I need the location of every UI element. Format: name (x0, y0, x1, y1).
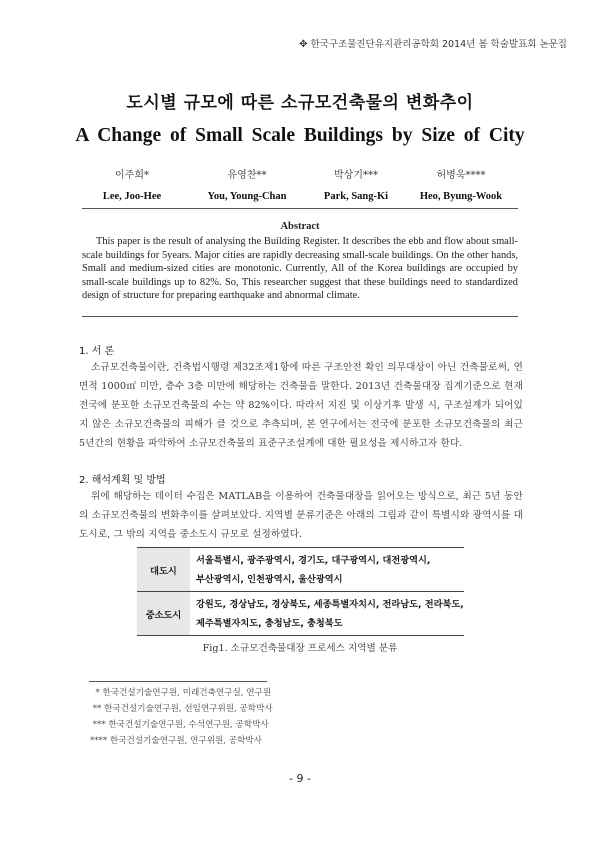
page-number: - 9 - (289, 772, 311, 785)
table-row-value (190, 548, 464, 592)
author-korean-name: 허병욱**** (436, 170, 486, 181)
author-english-name: Lee, Joo-Hee (102, 191, 162, 202)
running-header (299, 36, 567, 50)
footnote-rule (89, 681, 267, 682)
table-cell-line: 부산광역시, 인천광역시, 울산광역시 (196, 573, 343, 585)
paper-title-korean: 도시별 규모에 따른 소규모건축물의 변화추이 (126, 93, 474, 113)
table-cell-line: 서울특별시, 광주광역시, 경기도, 대구광역시, 대전광역시, (196, 554, 431, 566)
table-row-label: 중소도시 (137, 592, 190, 636)
section-1-body: 소규모건축물이란, 건축법시행령 제32조제1항에 따른 구조안전 확인 의무대상이 아닌 건축물로써, 연면적 1000㎡ 미만, 층수 3층 미만에 해당하는 건축물을 말한다. 2013년 건축물대장 집계기준으로 현재 전국에 분포한 소규모건축물의 수는 약 82%이다. 따라서 지진 및 이상기후 발생 시, 구조설계가 되어있지 않은 소규모건축물의 피해가 클 것으로 추측되며, 본 연구에서는 전국에 분포한 소규모건축물의 최근 5년간의 현황을 파악하여 소규모건축물의 표준구조설계에 대한 필요성을 제시하고자 한다. (79, 362, 523, 449)
author-korean-name: 유영찬** (227, 170, 267, 181)
region-classification-table (137, 547, 464, 636)
header-text: 한국구조물진단유지관리공학회 2014년 봄 학술발표회 논문집 (310, 39, 567, 50)
table-cell-line: 제주특별자치도, 충청남도, 충청북도 (196, 617, 343, 629)
author-english-name: Heo, Byung-Wook (419, 191, 503, 202)
footnote-3: *** 한국건설기술연구원, 수석연구원, 공학박사 (90, 720, 269, 730)
abstract-heading: Abstract (280, 221, 320, 232)
author-korean-name: 이주희* (115, 170, 149, 181)
abstract-top-rule (82, 208, 518, 209)
paper-title-english: A Change of Small Scale Buildings by Size of City (75, 125, 525, 146)
author-english-name: You, Young-Chan (207, 191, 287, 202)
section-2-body: 위에 해당하는 데이터 수집은 MATLAB을 이용하여 건축물대장을 읽어오는 방식으로, 최근 5년 동안의 소규모건축물의 변화추이를 살펴보았다. 지역별 분류기준은 아래의 그림과 같이 특별시와 광역시를 대도시로, 그 밖의 지역을 중소도시 규모로 설정하였다. (79, 491, 523, 540)
section-1-heading: 1. 서 론 (79, 346, 115, 357)
footnote-2: ** 한국건설기술연구원, 선임연구위원, 공학박사 (90, 704, 273, 714)
abstract-bottom-rule (82, 316, 518, 317)
table-cell-line: 강원도, 경상남도, 경상북도, 세종특별자치시, 전라남도, 전라북도, (196, 598, 464, 610)
header-mark-icon: ✥ (299, 39, 308, 50)
table-row-value (190, 592, 464, 636)
section-2-heading: 2. 해석계획 및 방법 (79, 475, 166, 486)
footnote-4: **** 한국건설기술연구원, 연구위원, 공학박사 (90, 736, 262, 746)
table-row (137, 548, 464, 592)
footnote-1: * 한국건설기술연구원, 미래건축연구실, 연구원 (90, 688, 272, 698)
author-korean-name: 박상기*** (334, 170, 378, 181)
table-row-label: 대도시 (137, 548, 190, 592)
author-4 (391, 166, 531, 202)
table-row (137, 592, 464, 636)
author-english-name: Park, Sang-Ki (323, 191, 389, 202)
abstract-body: This paper is the result of analysing the Building Register. It describes the ebb and flow about small-scale buildings for 5years. Major cities are rapidly decreasing small-scale buildings. On the other hands, Small and medium-sized cities are monotonic. Currently, All of the Korea buildings are occupied by small-scale buildings up to 82%. So, This researcher suggest that these buildings need to standardized design of structure for preparing earthquake and abnormal climate. (82, 236, 518, 302)
figure-caption: Fig1. 소규모건축물대장 프로세스 지역별 분류 (202, 643, 398, 654)
